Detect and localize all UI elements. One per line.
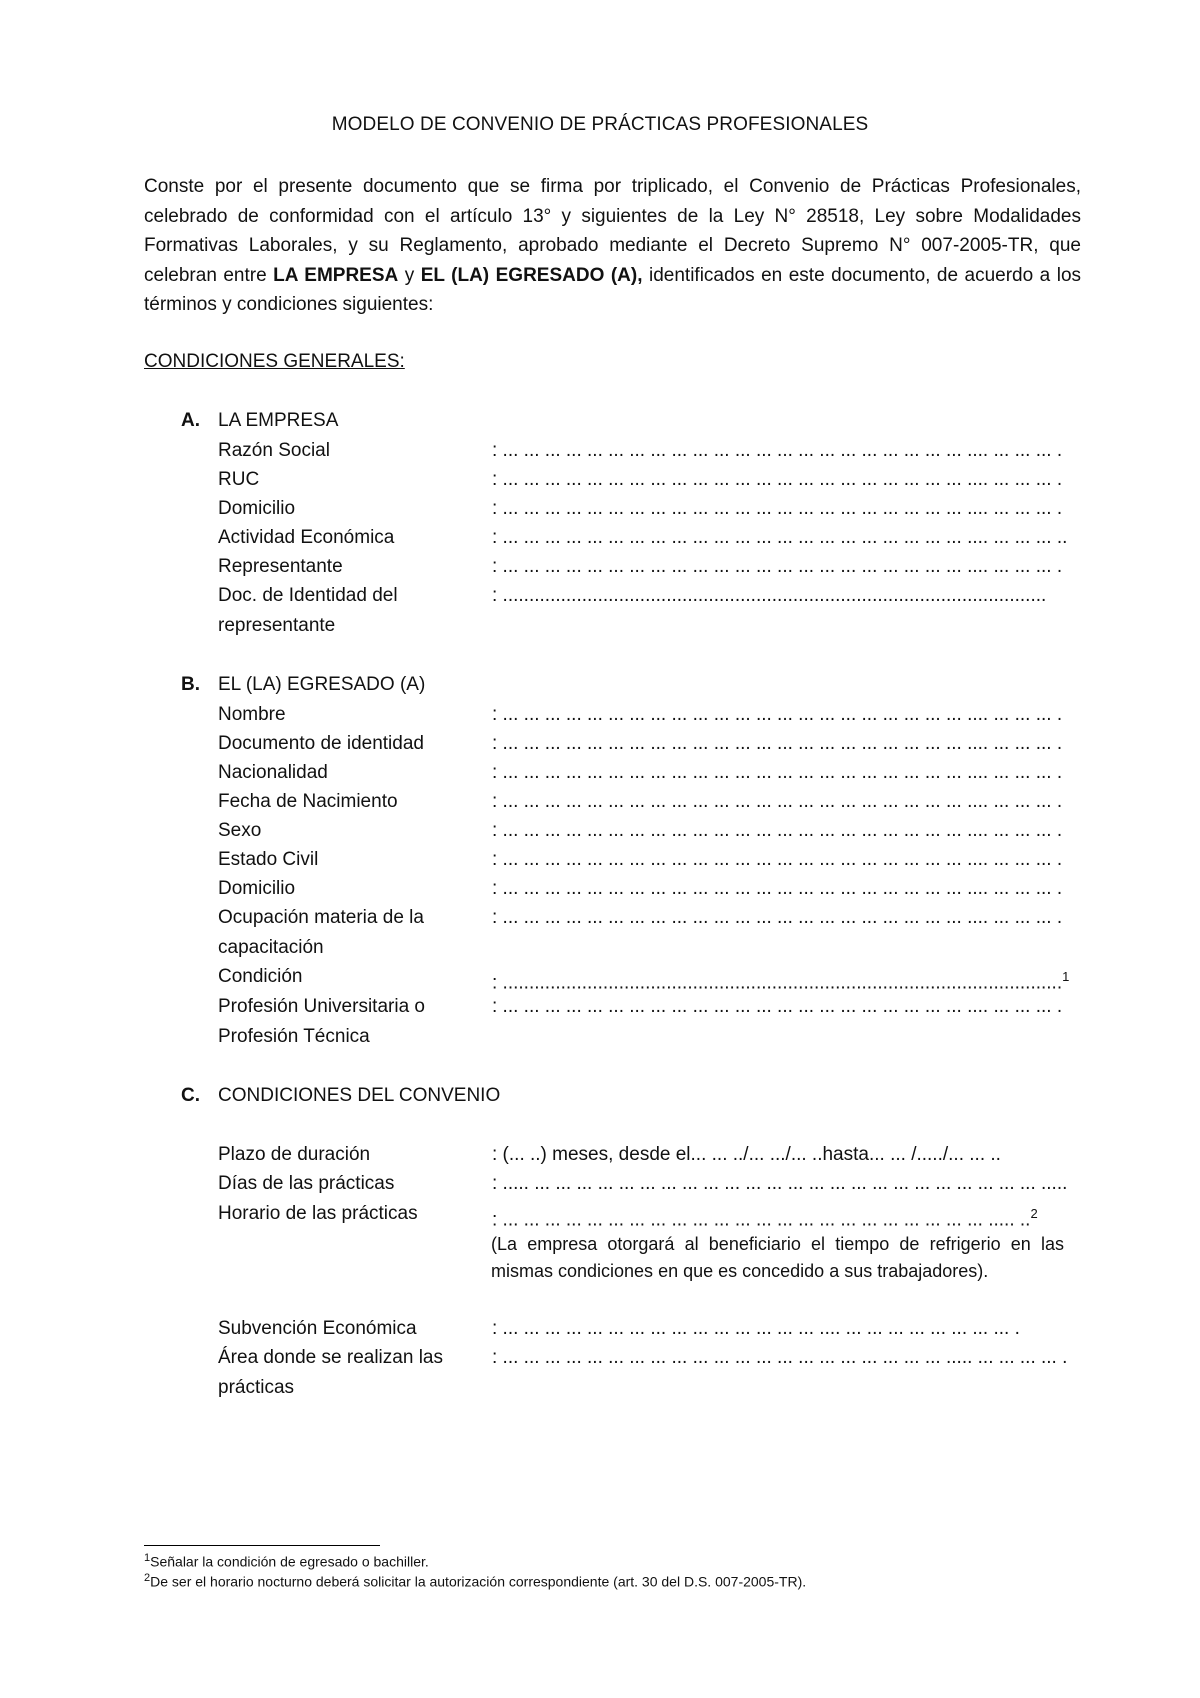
row-label: Plazo de duración	[218, 1144, 371, 1165]
row-blank-field: : ... ... ... ... ... ... ... ... ... ... ... ... ... ... ... ... ... ... ... ... ... ... .... ... ... ... .	[492, 733, 1063, 754]
row-label: Nacionalidad	[218, 762, 328, 783]
row-blank-field: : ... ... ... ... ... ... ... ... ... ... ... ... ... ... ... ... ... ... ... ... ... ... .... ... ... ... .	[492, 498, 1063, 519]
row-blank-field: : ... ... ... ... ... ... ... ... ... ... ... ... ... ... ... ... ... ... ... ... ... ... .... ... ... ... .	[492, 907, 1063, 928]
footnote-text: Señalar la condición de egresado o bachiller.	[150, 1553, 429, 1570]
footnote-number: 1	[144, 1552, 151, 1564]
refrigerio-note: (La empresa otorgará al beneficiario el tiempo de refrigerio en las mismas condiciones en que es concedido a sus trabajadores).	[491, 1234, 1064, 1281]
row-label: Ocupación materia de la capacitación	[218, 907, 424, 958]
row-label: Razón Social	[218, 440, 330, 461]
row-blank-field: : ... ... ... ... ... ... ... ... ... ... ... ... ... ... ... ... ... ... ... ... ... ... .... ... ... ... .	[492, 849, 1063, 870]
row-label: Subvención Económica	[218, 1318, 417, 1339]
row-label: Días de las prácticas	[218, 1173, 395, 1194]
row-label: Doc. de Identidad del representante	[218, 585, 398, 636]
row-blank-field: : ... ... ... ... ... ... ... ... ... ... ... ... ... ... ... ... ... ... ... ... ... ... .... ... ... ... .	[492, 878, 1063, 899]
section-a-title: LA EMPRESA	[218, 410, 339, 431]
row-blank-field: : ... ... ... ... ... ... ... ... ... ... ... ... ... ... ... .... ... ... ... ... ... ... ... ... .	[492, 1318, 1020, 1339]
row-blank-field: : ... ... ... ... ... ... ... ... ... ... ... ... ... ... ... ... ... ... ... ... ... ... .... ... ... ... .	[492, 791, 1063, 812]
row-blank-field: : ... ... ... ... ... ... ... ... ... ... ... ... ... ... ... ... ... ... ... ... ... ..... ... ... ... ... .	[492, 1347, 1068, 1368]
row-blank-field	[492, 1199, 1038, 1235]
section-b-letter: B.	[181, 674, 200, 695]
row-label: Fecha de Nacimiento	[218, 791, 398, 812]
row-label: Representante	[218, 556, 343, 577]
section-c-title: CONDICIONES DEL CONVENIO	[218, 1085, 501, 1106]
section-b-title: EL (LA) EGRESADO (A)	[218, 674, 426, 695]
intro-bold-egresado: EL (LA) EGRESADO (A),	[420, 264, 643, 286]
row-blank-field: : (... ..) meses, desde el... ... ../... .../... ..hasta... ... /...../... ... ..	[492, 1144, 1001, 1165]
row-blank-field: : ..... ... ... ... ... ... ... ... ... ... ... ... ... ... ... ... ... ... ... ... ... ... ... ... ... .....	[492, 1173, 1068, 1194]
row-dots: : ..........................................................................................................	[492, 972, 1063, 994]
row-blank-field: : ... ... ... ... ... ... ... ... ... ... ... ... ... ... ... ... ... ... ... ... ... ... .... ... ... ... .	[492, 704, 1063, 725]
footnote-ref-1: 1	[1062, 969, 1070, 984]
row-dots: : ... ... ... ... ... ... ... ... ... ... ... ... ... ... ... ... ... ... ... ... ... ... ... ..... ..	[492, 1209, 1031, 1231]
row-label: Estado Civil	[218, 849, 319, 870]
row-label: Profesión Universitaria o Profesión Técnica	[218, 996, 425, 1047]
row-label: Actividad Económica	[218, 527, 395, 548]
row-blank-field: : ... ... ... ... ... ... ... ... ... ... ... ... ... ... ... ... ... ... ... ... ... ... .... ... ... ... .	[492, 440, 1063, 461]
row-label: Área donde se realizan las prácticas	[218, 1347, 443, 1398]
document-title: MODELO DE CONVENIO DE PRÁCTICAS PROFESIONALES	[331, 114, 869, 135]
footnote-separator	[144, 1545, 380, 1546]
row-label: Nombre	[218, 704, 286, 725]
section-a-letter: A.	[181, 410, 200, 431]
intro-bold-empresa: LA EMPRESA	[273, 264, 399, 286]
intro-text-2: y	[398, 264, 421, 286]
footnote-ref-2: 2	[1030, 1206, 1038, 1221]
row-label: Documento de identidad	[218, 733, 424, 754]
intro-paragraph	[144, 172, 1081, 320]
intro-text-3: identificados en este documento, de acuerdo a los términos y condiciones siguientes:	[144, 264, 1082, 315]
row-label: RUC	[218, 469, 260, 490]
row-blank-field: : ... ... ... ... ... ... ... ... ... ... ... ... ... ... ... ... ... ... ... ... ... ... .... ... ... ... .	[492, 996, 1063, 1017]
row-blank-field: : ... ... ... ... ... ... ... ... ... ... ... ... ... ... ... ... ... ... ... ... ... ... .... ... ... ... .	[492, 556, 1063, 577]
intro-text-1: Conste por el presente documento que se firma por triplicado, el Convenio de Prácticas Profesionales, celebrado de conformidad con el artículo 13° y siguientes de la Ley N° 28518, Ley sobre Modalidades Formativas Laborales, y su Reglamento, aprobado mediante el Decreto Supremo N° 007-2005-TR, que celebran entre	[144, 176, 1081, 286]
row-label: Condición	[218, 966, 303, 987]
row-blank-field: : .......................................................................................................	[492, 585, 1047, 606]
row-label: Sexo	[218, 820, 262, 841]
row-blank-field: : ... ... ... ... ... ... ... ... ... ... ... ... ... ... ... ... ... ... ... ... ... ... .... ... ... ... ..	[492, 527, 1068, 548]
footnote-text: De ser el horario nocturno deberá solicitar la autorización correspondiente (art. 30 del D.S. 007-2005-TR).	[150, 1573, 807, 1590]
row-label: Horario de las prácticas	[218, 1203, 418, 1224]
row-blank-field: : ... ... ... ... ... ... ... ... ... ... ... ... ... ... ... ... ... ... ... ... ... ... .... ... ... ... .	[492, 762, 1063, 783]
row-label: Domicilio	[218, 878, 296, 899]
footnote-number: 2	[144, 1572, 151, 1584]
row-blank-field: : ... ... ... ... ... ... ... ... ... ... ... ... ... ... ... ... ... ... ... ... ... ... .... ... ... ... .	[492, 820, 1063, 841]
footnote-2	[144, 1572, 806, 1590]
row-blank-field: : ... ... ... ... ... ... ... ... ... ... ... ... ... ... ... ... ... ... ... ... ... ... .... ... ... ... .	[492, 469, 1063, 490]
row-label: Domicilio	[218, 498, 296, 519]
conditions-heading: CONDICIONES GENERALES:	[144, 351, 405, 372]
footnote-1	[144, 1552, 429, 1570]
section-c-letter: C.	[181, 1085, 200, 1106]
